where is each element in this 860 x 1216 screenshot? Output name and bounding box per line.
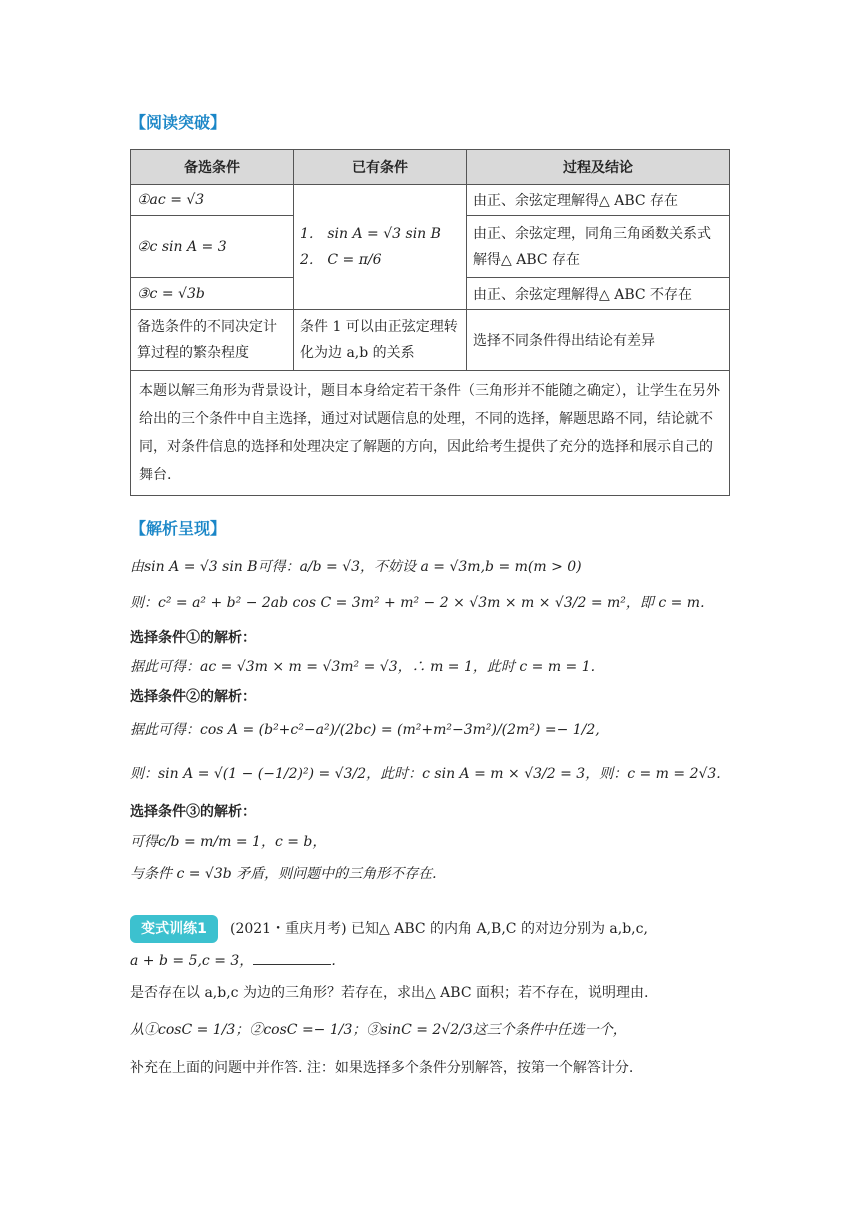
training-question: 是否存在以 a,b,c 为边的三角形？若存在，求出△ ABC 面积；若不存在，说明理由.	[130, 985, 649, 1001]
table-cell: ③c = √3b	[131, 278, 294, 310]
table-summary: 本题以解三角形为背景设计，题目本身给定若干条件（三角形并不能随之确定），让学生在另外给出的三个条件中自主选择，通过对试题信息的处理，不同的选择，解题思路不同，结论就不同，对条件信息的选择和处理决定了解题的方向，因此给考生提供了充分的选择和展示自己的舞台.	[131, 371, 730, 496]
answer-blank	[253, 952, 331, 965]
analysis-line: 由sin A = √3 sin B可得：a/b = √3，不妨设 a = √3m,b = m(m > 0)	[130, 559, 582, 575]
analysis-line: 据此可得：ac = √3m × m = √3m² = √3，∴ m = 1，此时 c = m = 1.	[130, 659, 596, 675]
training-question: 补充在上面的问题中并作答. 注：如果选择多个条件分别解答，按第一个解答计分.	[130, 1060, 634, 1076]
training-question: a + b = 5,c = 3， .	[130, 953, 336, 969]
analysis-line: 可得c/b = m/m = 1，c = b，	[130, 834, 327, 850]
training-question: (2021・重庆月考) 已知△ ABC 的内角 A,B,C 的对边分别为 a,b,c,	[230, 921, 648, 937]
analysis-line: 与条件 c = √3b 矛盾，则问题中的三角形不存在.	[130, 866, 437, 882]
table-header-cell: 已有条件	[294, 150, 467, 185]
table-header-cell: 过程及结论	[467, 150, 730, 185]
existing-condition: 2． C = π/6	[300, 252, 382, 268]
reading-header: 【阅读突破】	[130, 113, 227, 132]
table-cell: ①ac = √3	[131, 185, 294, 216]
analysis-subheading: 选择条件②的解析：	[130, 689, 256, 705]
table-cell: 由正、余弦定理，同角三角函数关系式解得△ ABC 存在	[467, 216, 730, 278]
analysis-line: 则：sin A = √(1 − (−1/2)²) = √3/2，此时：c sin A = m × √3/2 = 3，则：c = m = 2√3.	[130, 766, 721, 782]
training-badge: 变式训练1	[130, 915, 218, 943]
existing-conditions-cell	[294, 185, 467, 310]
analysis-line: 据此可得：cos A = (b²+c²−a²)/(2bc) = (m²+m²−3m²)/(2m²) =− 1/2,	[130, 722, 600, 738]
analysis-subheading: 选择条件①的解析：	[130, 630, 256, 646]
analysis-header: 【解析呈现】	[130, 519, 227, 538]
table-cell: ②c sin A = 3	[131, 216, 294, 278]
table-header-cell: 备选条件	[131, 150, 294, 185]
table-cell: 条件 1 可以由正弦定理转化为边 a,b 的关系	[294, 310, 467, 371]
table-cell: 备选条件的不同决定计算过程的繁杂程度	[131, 310, 294, 371]
analysis-subheading: 选择条件③的解析：	[130, 804, 256, 820]
table-cell: 由正、余弦定理解得△ ABC 不存在	[467, 278, 730, 310]
existing-condition: 1． sin A = √3 sin B	[300, 226, 441, 242]
training-question: 从①cosC = 1/3；②cosC =− 1/3；③sinC = 2√2/3这三个条件中任选一个，	[130, 1022, 627, 1038]
table-cell: 由正、余弦定理解得△ ABC 存在	[467, 185, 730, 216]
reading-table	[130, 149, 730, 496]
table-cell: 选择不同条件得出结论有差异	[467, 310, 730, 371]
analysis-line: 则：c² = a² + b² − 2ab cos C = 3m² + m² − 2 × √3m × m × √3/2 = m²，即 c = m.	[130, 595, 705, 611]
